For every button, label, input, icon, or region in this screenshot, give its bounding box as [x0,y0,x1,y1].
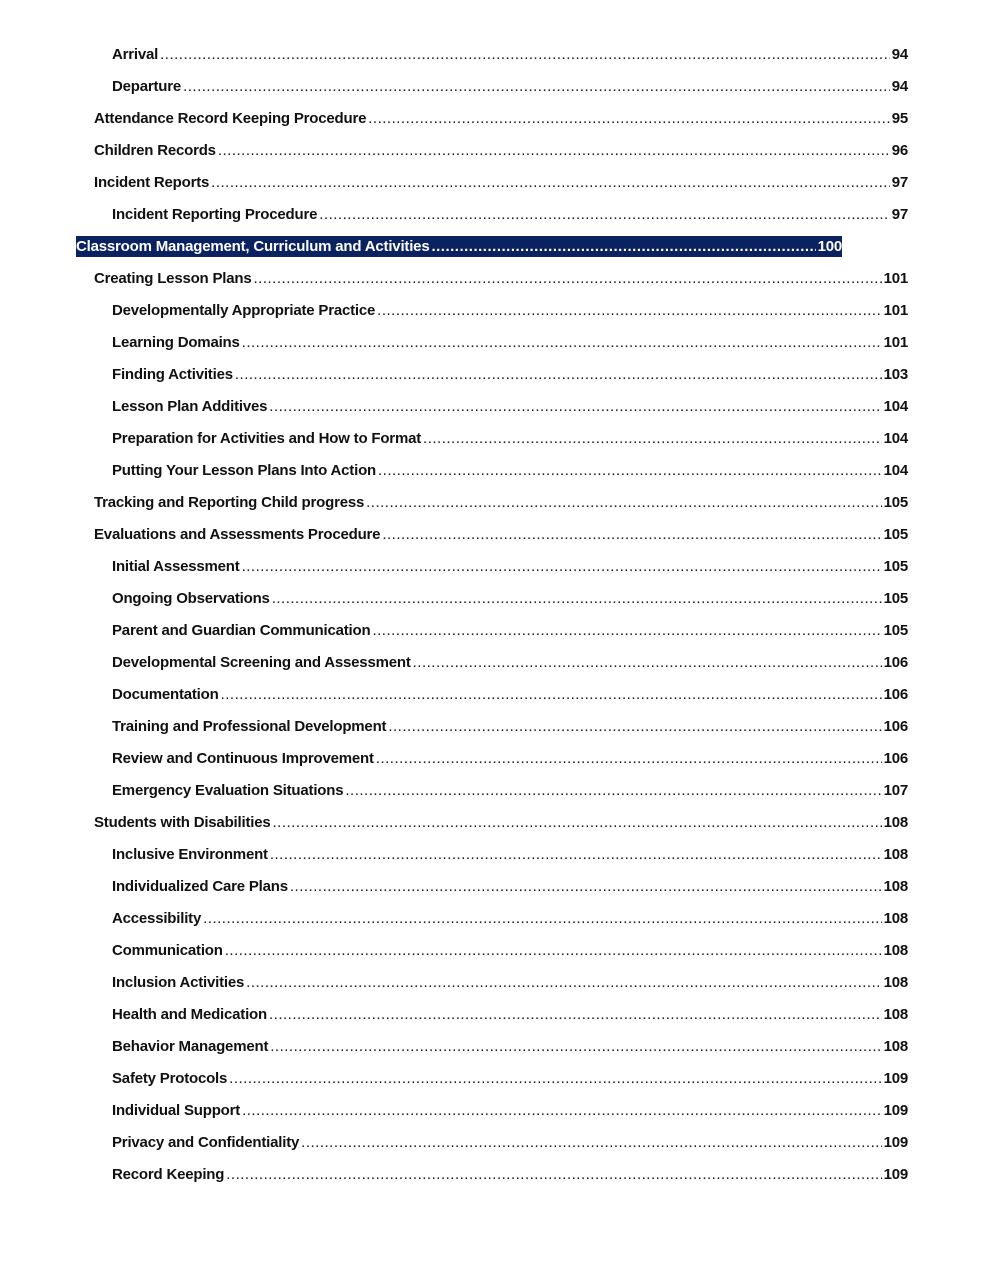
dot-leader [225,942,882,959]
toc-entry-page-number: 101 [883,301,908,319]
toc-entry-title: Lesson Plan Additives [112,397,268,415]
dot-leader [235,366,882,383]
toc-entry[interactable] [0,262,986,294]
dot-leader [413,654,882,671]
toc-entry-page-number: 105 [883,621,908,639]
toc-entry-title: Initial Assessment [112,557,240,575]
dot-leader [242,334,882,351]
toc-entry[interactable] [0,326,986,358]
toc-entry-page-number: 108 [883,877,908,895]
toc-entry-page-number: 101 [883,333,908,351]
toc-entry-link[interactable] [94,140,908,161]
toc-entry[interactable] [0,550,986,582]
dot-leader [242,1102,882,1119]
toc-entry-title: Departure [112,77,182,95]
toc-entry-link[interactable] [112,684,908,705]
toc-entry[interactable] [0,166,986,198]
dot-leader [376,750,882,767]
toc-entry-title: Privacy and Confidentiality [112,1133,300,1151]
toc-entry-link[interactable] [112,460,908,481]
toc-entry-title: Classroom Management, Curriculum and Activities [76,237,430,255]
toc-entry-page-number: 108 [883,813,908,831]
toc-entry-page-number: 104 [883,461,908,479]
toc-entry-link[interactable] [112,1036,908,1057]
toc-entry-title: Inclusive Environment [112,845,268,863]
toc-entry[interactable] [0,134,986,166]
toc-entry-link[interactable] [94,524,908,545]
toc-entry-link[interactable] [112,748,908,769]
dot-leader [319,206,889,223]
toc-entry[interactable] [0,934,986,966]
toc-entry-page-number: 105 [883,557,908,575]
toc-entry-link[interactable] [112,780,908,801]
toc-entry[interactable] [0,1030,986,1062]
toc-entry-title: Individual Support [112,1101,241,1119]
dot-leader [382,526,881,543]
toc-entry-title: Review and Continuous Improvement [112,749,374,767]
toc-entry-title: Ongoing Observations [112,589,270,607]
toc-entry-page-number: 97 [891,205,908,223]
dot-leader [273,814,882,831]
toc-entry[interactable] [0,102,986,134]
toc-entry-title: Evaluations and Assessments Procedure [94,525,381,543]
toc-entry[interactable] [0,646,986,678]
toc-entry-link[interactable] [112,588,908,609]
dot-leader [431,238,815,255]
toc-entry-page-number: 105 [883,589,908,607]
toc-entry[interactable] [0,742,986,774]
toc-entry-page-number: 108 [883,1037,908,1055]
toc-entry-title: Incident Reporting Procedure [112,205,318,223]
toc-entry[interactable] [0,1126,986,1158]
toc-entry[interactable] [0,678,986,710]
dot-leader [160,46,890,63]
toc-entry-title: Putting Your Lesson Plans Into Action [112,461,376,479]
toc-entry-link[interactable] [112,652,908,673]
toc-entry[interactable] [0,422,986,454]
toc-entry-link[interactable] [94,108,908,129]
dot-leader [242,558,882,575]
toc-entry[interactable] [0,870,986,902]
toc-entry-link[interactable] [112,1100,908,1121]
toc-entry-page-number: 105 [883,525,908,543]
dot-leader [378,462,882,479]
toc-entry-page-number: 109 [883,1101,908,1119]
toc-entry[interactable] [0,774,986,806]
dot-leader [218,142,890,159]
toc-entry-page-number: 104 [883,397,908,415]
toc-entry-link[interactable] [94,492,908,513]
toc-entry[interactable] [0,902,986,934]
toc-entry-link[interactable] [112,972,908,993]
toc-entry-page-number: 96 [891,141,908,159]
toc-entry[interactable] [0,806,986,838]
dot-leader [254,270,882,287]
toc-entry[interactable] [0,1062,986,1094]
toc-entry-link[interactable] [112,1132,908,1153]
toc-entry-link[interactable] [76,236,842,257]
toc-entry[interactable] [0,1158,986,1190]
dot-leader [301,1134,881,1151]
toc-entry-link[interactable] [112,556,908,577]
toc-entry-link[interactable] [112,908,908,929]
toc-entry-link[interactable] [112,76,908,97]
toc-entry-page-number: 106 [883,717,908,735]
toc-entry-page-number: 106 [883,749,908,767]
toc-entry-title: Behavior Management [112,1037,269,1055]
toc-entry-selected[interactable] [0,230,986,262]
toc-entry-title: Attendance Record Keeping Procedure [94,109,367,127]
toc-entry[interactable] [0,998,986,1030]
toc-entry-title: Preparation for Activities and How to Format [112,429,422,447]
toc-entry-title: Accessibility [112,909,202,927]
toc-entry-page-number: 108 [883,1005,908,1023]
toc-entry-title: Record Keeping [112,1165,225,1183]
toc-entry-page-number: 106 [883,685,908,703]
dot-leader [368,110,889,127]
toc-entry-title: Creating Lesson Plans [94,269,252,287]
toc-entry-title: Developmentally Appropriate Practice [112,301,376,319]
toc-entry-link[interactable] [112,1068,908,1089]
toc-entry-title: Emergency Evaluation Situations [112,781,344,799]
toc-entry[interactable] [0,38,986,70]
toc-entry-title: Finding Activities [112,365,233,383]
toc-entry-title: Health and Medication [112,1005,267,1023]
toc-entry-title: Students with Disabilities [94,813,271,831]
dot-leader [423,430,882,447]
toc-entry-link[interactable] [112,428,908,449]
toc-entry-title: Tracking and Reporting Child progress [94,493,365,511]
toc-entry[interactable] [0,70,986,102]
dot-leader [269,398,881,415]
toc-entry-link[interactable] [112,44,908,65]
dot-leader [270,1038,881,1055]
toc-entry-title: Individualized Care Plans [112,877,288,895]
toc-entry-link[interactable] [112,876,908,897]
dot-leader [229,1070,881,1087]
toc-entry-title: Learning Domains [112,333,240,351]
toc-entry-page-number: 94 [891,45,908,63]
toc-entry-title: Incident Reports [94,173,210,191]
toc-entry-title: Communication [112,941,223,959]
toc-entry[interactable] [0,838,986,870]
toc-entry-page-number: 103 [883,365,908,383]
toc-entry-page-number: 108 [883,845,908,863]
toc-entry[interactable] [0,518,986,550]
toc-entry-title: Parent and Guardian Communication [112,621,371,639]
dot-leader [272,590,882,607]
dot-leader [366,494,881,511]
toc-entry-link[interactable] [112,332,908,353]
toc-entry[interactable] [0,966,986,998]
dot-leader [246,974,881,991]
toc-entry-title: Developmental Screening and Assessment [112,653,411,671]
toc-entry-page-number: 95 [891,109,908,127]
toc-entry-page-number: 107 [883,781,908,799]
toc-entry-title: Training and Professional Development [112,717,387,735]
toc-entry-link[interactable] [94,812,908,833]
table-of-contents [0,38,986,1190]
toc-entry-page-number: 108 [883,973,908,991]
toc-entry-title: Inclusion Activities [112,973,245,991]
toc-entry-link[interactable] [112,364,908,385]
toc-entry-page-number: 109 [883,1069,908,1087]
dot-leader [345,782,881,799]
toc-entry-link[interactable] [112,940,908,961]
toc-entry[interactable] [0,582,986,614]
toc-entry-link[interactable] [112,1164,908,1185]
dot-leader [221,686,882,703]
toc-entry-page-number: 100 [817,237,842,255]
toc-entry[interactable] [0,1094,986,1126]
toc-entry-title: Arrival [112,45,159,63]
dot-leader [203,910,881,927]
toc-entry-page-number: 109 [883,1133,908,1151]
toc-entry-link[interactable] [112,844,908,865]
dot-leader [388,718,881,735]
toc-entry-page-number: 109 [883,1165,908,1183]
dot-leader [270,846,882,863]
toc-entry-title: Children Records [94,141,216,159]
dot-leader [183,78,890,95]
toc-entry-page-number: 94 [891,77,908,95]
toc-entry-page-number: 105 [883,493,908,511]
toc-entry-link[interactable] [112,204,908,225]
toc-entry-page-number: 108 [883,941,908,959]
toc-entry-page-number: 101 [883,269,908,287]
toc-entry-link[interactable] [112,396,908,417]
toc-entry-link[interactable] [112,1004,908,1025]
dot-leader [372,622,881,639]
toc-entry[interactable] [0,358,986,390]
toc-entry-link[interactable] [112,716,908,737]
toc-entry[interactable] [0,390,986,422]
toc-entry[interactable] [0,198,986,230]
toc-entry-link[interactable] [112,620,908,641]
toc-entry-link[interactable] [94,268,908,289]
toc-entry-title: Documentation [112,685,219,703]
toc-entry-page-number: 106 [883,653,908,671]
dot-leader [377,302,881,319]
toc-entry-page-number: 108 [883,909,908,927]
dot-leader [290,878,882,895]
toc-entry-page-number: 104 [883,429,908,447]
toc-entry[interactable] [0,710,986,742]
toc-entry-title: Safety Protocols [112,1069,228,1087]
dot-leader [226,1166,881,1183]
toc-entry-link[interactable] [94,172,908,193]
toc-entry[interactable] [0,294,986,326]
toc-entry[interactable] [0,486,986,518]
dot-leader [269,1006,882,1023]
toc-entry[interactable] [0,454,986,486]
toc-entry-page-number: 97 [891,173,908,191]
dot-leader [211,174,890,191]
toc-entry-link[interactable] [112,300,908,321]
toc-entry[interactable] [0,614,986,646]
